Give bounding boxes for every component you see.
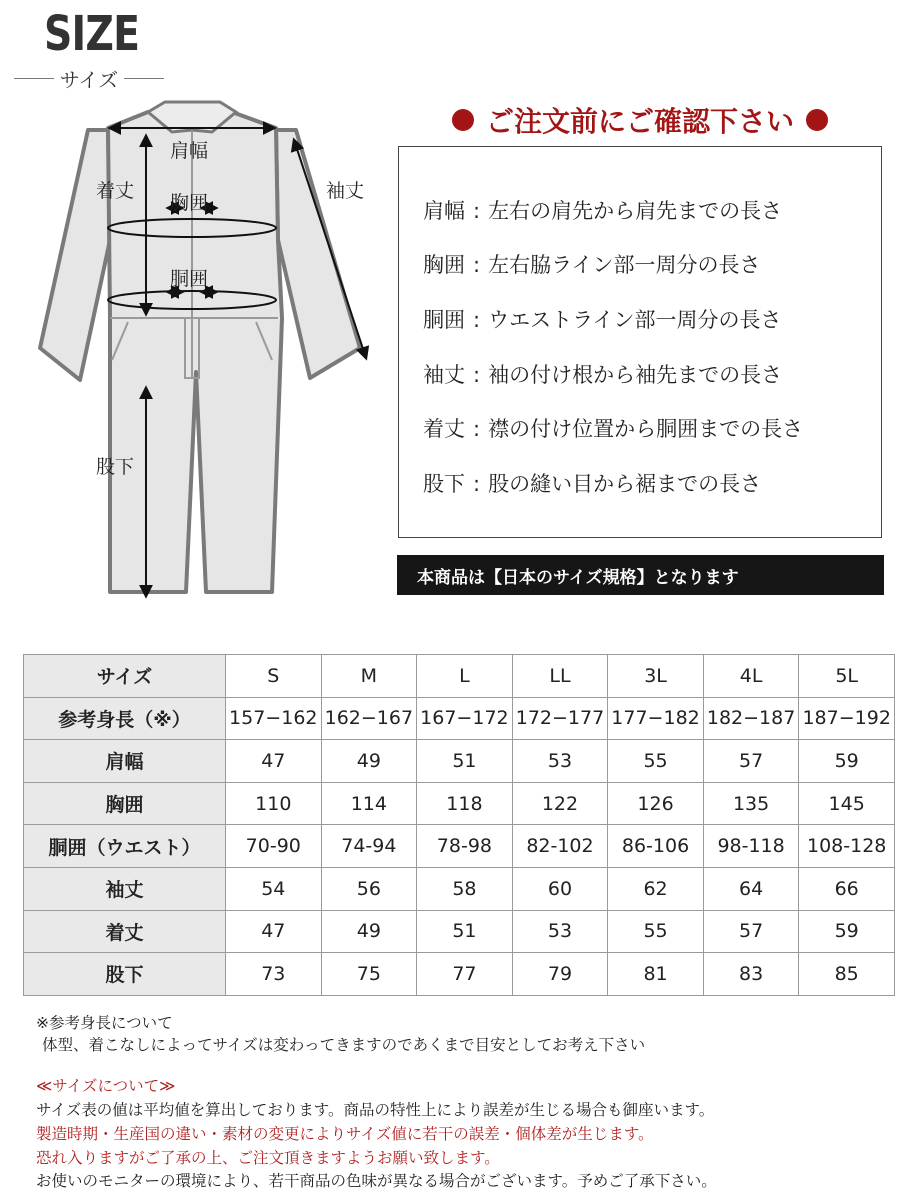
table-cell: 82-102 [512,825,608,868]
label-shoulder: 肩幅 [170,140,209,162]
size-standard-banner: 本商品は【日本のサイズ規格】となります [397,555,884,595]
table-cell: 118 [417,782,513,825]
page-title: SIZE [44,6,140,62]
definition-term: 袖丈 [423,363,465,387]
row-label: 袖丈 [24,867,226,910]
table-cell: 177−182 [608,697,704,740]
definition-term: 股下 [423,472,465,496]
table-cell: 157−162 [226,697,322,740]
definition-separator: : [473,253,481,277]
table-cell: 110 [226,782,322,825]
row-label: 胴囲（ウエスト） [24,825,226,868]
size-column-header: S [226,655,322,698]
size-column-header: M [321,655,417,698]
table-cell: 77 [417,953,513,996]
label-length: 着丈 [96,180,135,202]
row-label: 胸囲 [24,782,226,825]
table-row [24,697,895,740]
label-waist: 胴囲 [170,268,209,290]
table-cell: 114 [321,782,417,825]
size-column-header: LL [512,655,608,698]
size-note-title: ≪サイズについて≫ [36,1077,176,1095]
size-column-header: 3L [608,655,704,698]
table-cell: 187−192 [799,697,895,740]
table-row [24,740,895,783]
definition-separator: : [473,417,481,441]
table-row [24,782,895,825]
row-label: 参考身長（※） [24,697,226,740]
table-cell: 49 [321,910,417,953]
notice-heading [420,98,860,142]
table-row [24,825,895,868]
definition-separator: : [473,199,481,223]
row-label: 股下 [24,953,226,996]
bullet-dot-icon [806,109,828,131]
table-cell: 51 [417,910,513,953]
table-cell: 126 [608,782,704,825]
table-cell: 75 [321,953,417,996]
table-cell: 55 [608,910,704,953]
table-row [24,910,895,953]
table-row [24,953,895,996]
table-cell: 108-128 [799,825,895,868]
row-label: 着丈 [24,910,226,953]
table-cell: 172−177 [512,697,608,740]
definition-term: 着丈 [423,417,465,441]
table-cell: 47 [226,740,322,783]
table-row [24,867,895,910]
definition-separator: : [473,472,481,496]
definition-desc: ウエストライン部一周分の長さ [488,308,782,332]
bullet-dot-icon [452,109,474,131]
definition-desc: 左右脇ライン部一周分の長さ [488,253,761,277]
divider [124,78,164,79]
table-cell: 122 [512,782,608,825]
definition-row [423,249,760,279]
divider [14,78,54,79]
table-cell: 81 [608,953,704,996]
table-cell: 56 [321,867,417,910]
table-cell: 167−172 [417,697,513,740]
table-cell: 62 [608,867,704,910]
table-cell: 78-98 [417,825,513,868]
reference-height-note-body: 体型、着こなしによってサイズは変わってきますのであくまで目安としてお考え下さい [42,1036,646,1054]
table-cell: 83 [703,953,799,996]
subtitle-text: サイズ [59,68,119,92]
definition-term: 肩幅 [423,199,465,223]
table-corner-cell: サイズ [24,655,226,698]
definition-desc: 袖の付け根から袖先までの長さ [488,363,783,387]
table-cell: 86-106 [608,825,704,868]
table-cell: 74-94 [321,825,417,868]
definition-box [398,146,882,538]
table-cell: 73 [226,953,322,996]
reference-height-note-title: ※参考身長について [36,1014,173,1032]
definition-separator: : [473,363,481,387]
definition-row [423,195,782,225]
definition-desc: 左右の肩先から肩先までの長さ [488,199,783,223]
definition-row [423,413,803,443]
size-column-header: 4L [703,655,799,698]
table-cell: 53 [512,740,608,783]
definition-term: 胴囲 [423,308,465,332]
coverall-diagram [0,90,400,610]
label-inseam: 股下 [96,456,135,478]
table-header-row [24,655,895,698]
table-cell: 182−187 [703,697,799,740]
table-cell: 79 [512,953,608,996]
table-cell: 59 [799,740,895,783]
definition-desc: 股の縫い目から裾までの長さ [488,472,762,496]
table-cell: 59 [799,910,895,953]
definition-desc: 襟の付け位置から胴囲までの長さ [488,417,804,441]
page-subtitle [14,64,164,93]
table-cell: 51 [417,740,513,783]
size-table [23,654,895,996]
size-column-header: L [417,655,513,698]
table-cell: 135 [703,782,799,825]
table-cell: 162−167 [321,697,417,740]
table-cell: 54 [226,867,322,910]
table-cell: 57 [703,910,799,953]
size-note-line: お使いのモニターの環境により、若干商品の色味が異なる場合がございます。予めご了承下さい。 [36,1172,717,1190]
label-sleeve: 袖丈 [326,180,365,202]
size-note-line: 恐れ入りますがご了承の上、ご注文頂きますようお願い致します。 [36,1149,500,1167]
size-note-line: サイズ表の値は平均値を算出しております。商品の特性上により誤差が生じる場合も御座います。 [36,1101,715,1119]
notice-heading-text: ご注文前にご確認下さい [485,105,794,138]
definition-row [423,304,781,334]
table-cell: 70-90 [226,825,322,868]
table-cell: 145 [799,782,895,825]
table-cell: 47 [226,910,322,953]
label-chest: 胸囲 [170,192,209,214]
size-note-line: 製造時期・生産国の違い・素材の変更によりサイズ値に若干の誤差・個体差が生じます。 [36,1125,654,1143]
table-cell: 57 [703,740,799,783]
table-cell: 66 [799,867,895,910]
size-column-header: 5L [799,655,895,698]
table-cell: 49 [321,740,417,783]
table-cell: 98-118 [703,825,799,868]
table-cell: 55 [608,740,704,783]
definition-term: 胸囲 [423,253,465,277]
coverall-illustration [0,90,400,610]
table-cell: 53 [512,910,608,953]
definition-row [423,468,761,498]
definition-separator: : [473,308,481,332]
definition-row [423,359,782,389]
table-cell: 58 [417,867,513,910]
table-cell: 60 [512,867,608,910]
row-label: 肩幅 [24,740,226,783]
table-cell: 64 [703,867,799,910]
table-cell: 85 [799,953,895,996]
